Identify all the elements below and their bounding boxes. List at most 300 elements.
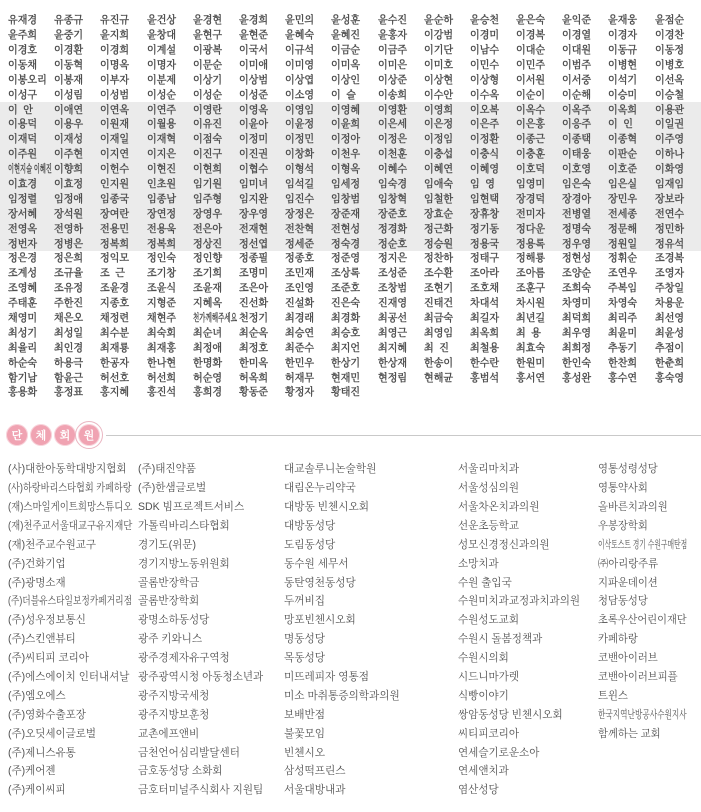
member-name: 이정미	[238, 133, 269, 146]
member-name: 임은실	[608, 177, 638, 190]
member-name: 이일권	[654, 118, 684, 131]
member-name: 최지언	[331, 341, 361, 354]
member-name: 이성범	[100, 88, 130, 101]
member-name: 최순옥	[238, 326, 269, 339]
member-name: 이연주	[146, 103, 176, 116]
member-name: 이선옥	[654, 73, 684, 86]
member-name: 진재영	[377, 297, 407, 310]
member-name: 정원일	[608, 237, 638, 250]
member-name: 정숙경	[331, 237, 361, 250]
member-row	[0, 370, 701, 385]
org-list-item: 광명소하동성당	[138, 614, 210, 627]
member-name: 한미옥	[238, 356, 269, 369]
member-name: 이정민	[285, 133, 315, 146]
member-name: 조계성	[8, 267, 38, 280]
member-name: 임석길	[285, 177, 315, 190]
member-name: 윤지희	[100, 29, 130, 42]
member-name: 홍용화	[8, 386, 38, 399]
member-name: 이승철	[654, 88, 684, 101]
member-name: 장정은	[285, 207, 315, 220]
member-name: 조양순	[562, 267, 592, 280]
member-name: 진설화	[285, 297, 315, 310]
member-name: 이순해	[562, 88, 592, 101]
org-list-item: 두꺼비집	[284, 595, 326, 608]
org-list-item: 청담동성당	[598, 595, 648, 608]
member-name: 윤홍자	[377, 29, 407, 42]
org-list-item: 미뜨레피자 영통점	[284, 670, 370, 683]
member-name: 현해균	[423, 371, 453, 384]
badge-char-circle: 원	[78, 424, 100, 446]
member-name: 최승호	[331, 326, 361, 339]
org-list-item: 광주지방보훈청	[138, 708, 210, 721]
member-row	[0, 43, 701, 58]
member-name: 정찬하	[423, 252, 453, 265]
member-name: 허순영	[192, 371, 222, 384]
member-name: 이정환	[469, 133, 499, 146]
org-list-item: SDK 빔프로젝트서비스	[138, 500, 245, 513]
member-name: 이남수	[469, 43, 499, 56]
member-name: 이옥수	[516, 103, 546, 116]
member-name: 이경열	[562, 29, 592, 42]
member-name: 장영우	[192, 207, 222, 220]
member-name: 이형석	[285, 163, 315, 176]
member-name: 전영하	[54, 222, 84, 235]
member-name: 한춘희	[654, 356, 684, 369]
member-name: 이상준	[377, 73, 407, 86]
member-name: 이문순	[192, 58, 222, 71]
member-name: 이명옥	[100, 58, 130, 71]
org-list-item: 영통약사회	[598, 482, 648, 495]
member-name: 윤익준	[562, 14, 592, 27]
member-name: 이천우	[331, 148, 361, 161]
member-name: 차영숙	[608, 297, 638, 310]
member-name: 이범주	[562, 58, 592, 71]
member-name: 이은세	[377, 118, 407, 131]
member-name: 이진구	[192, 148, 222, 161]
member-name: 이상기	[192, 73, 222, 86]
member-name: 조아름	[516, 267, 546, 280]
member-row	[0, 162, 701, 177]
member-name: 하용극	[54, 356, 84, 369]
member-name: 이원재	[100, 118, 130, 131]
member-name: 이서원	[516, 73, 546, 86]
member-name: 이정은	[377, 133, 407, 146]
member-name: 이협수	[238, 163, 269, 176]
member-name: 정은희	[54, 252, 84, 265]
org-list-item: (주)에스에이치 인터내셔날	[8, 670, 130, 683]
org-list-item: 소망치과	[458, 557, 499, 570]
org-list-item: 수원시의회	[458, 652, 509, 665]
member-name: 최효숙	[516, 341, 546, 354]
member-name: 하순숙	[8, 356, 38, 369]
member-name: 이광복	[192, 43, 222, 56]
member-name: 정복희	[146, 237, 176, 250]
member-name: 장서혜	[8, 207, 38, 220]
org-list-item: 망포빈첸시오회	[284, 614, 356, 627]
member-row	[0, 58, 701, 73]
member-name: 정기동	[469, 222, 499, 235]
org-list-item: (주)씨티피 코리아	[8, 652, 89, 665]
member-row	[0, 117, 701, 132]
member-row	[0, 266, 701, 281]
member-name: 이윤아	[238, 118, 269, 131]
member-name: 조희숙	[562, 282, 592, 295]
member-name: 진은숙	[331, 297, 361, 310]
member-name: 최승연	[285, 326, 315, 339]
member-name: 홍범석	[469, 371, 499, 384]
member-name: 채정련	[100, 312, 130, 324]
member-name: 천정기	[238, 312, 269, 324]
member-name: 임창혁	[377, 192, 407, 205]
member-row	[0, 102, 701, 117]
org-list-item: 광주경제자유구역청	[138, 652, 230, 665]
member-name: 최희정	[562, 341, 592, 354]
member-name: 최성기	[8, 326, 38, 339]
member-name: 지형준	[146, 297, 176, 310]
member-name: 임 영	[469, 177, 495, 190]
org-list-item: (주)광명소재	[8, 576, 66, 589]
org-list-item: 식빵이야기	[458, 689, 509, 702]
member-name: 임영미	[516, 177, 546, 190]
org-column	[598, 460, 693, 800]
member-name: 정순호	[377, 237, 407, 250]
member-name: 조민재	[285, 267, 315, 280]
member-name: 이윤희	[331, 118, 361, 131]
member-name: 윤건상	[146, 14, 176, 27]
member-name: 윤민의	[285, 14, 315, 27]
member-name: 최윤성	[654, 326, 684, 339]
member-name: 임미녀	[238, 177, 269, 190]
member-name: 이민주	[516, 58, 546, 71]
member-name: 이성순	[146, 88, 176, 101]
member-name: 홍서연	[516, 371, 546, 384]
member-name: 최윤미	[608, 326, 638, 339]
member-name: 한송이	[423, 356, 453, 369]
member-name: 허선희	[146, 371, 176, 384]
org-list-item: 시드니마가렛	[458, 670, 520, 683]
org-list-item: (주)스킨앤뷰티	[8, 633, 76, 646]
member-name: 이동혁	[54, 58, 84, 71]
badge-char-circle: 회	[54, 424, 76, 446]
member-name: 임종남	[146, 192, 176, 205]
org-column	[284, 460, 458, 800]
member-name: 이혜연	[423, 163, 453, 176]
org-list-item: 교촌에프앤비	[138, 727, 200, 740]
member-name: 이주영	[654, 133, 684, 146]
member-name: 최순녀	[192, 326, 222, 339]
member-name: 차시원	[516, 297, 546, 310]
member-name: 조영자	[654, 267, 684, 280]
org-list-item: 경기도(위문)	[138, 538, 196, 551]
member-name: 이종택	[562, 133, 592, 146]
member-name: 이유진	[192, 118, 222, 131]
member-name: 윤성훈	[331, 14, 361, 27]
member-name: 홍숙영	[654, 371, 684, 384]
member-name: 조현기	[423, 282, 453, 295]
member-name: 정현성	[562, 252, 592, 265]
member-name: 홍정표	[54, 386, 84, 399]
member-name: 장준호	[377, 207, 407, 220]
member-name: 윤창대	[146, 29, 176, 42]
member-name: 조윤경	[100, 282, 130, 295]
org-list-item: 명동성당	[284, 633, 326, 646]
org-list-item: 우봉장학회	[598, 519, 648, 532]
member-name: 전현성	[331, 222, 361, 235]
member-name: 이주원	[8, 148, 38, 161]
member-name: 조규율	[54, 267, 84, 280]
member-name: 정병은	[54, 237, 84, 250]
member-name: 이호영	[562, 163, 592, 176]
member-name: 이형옥	[331, 163, 361, 176]
member-name: 임현택	[469, 192, 499, 205]
member-name: 이경복	[516, 29, 546, 42]
member-name: 조인영	[285, 282, 315, 295]
member-name: 최옥희	[469, 326, 499, 339]
member-name: 윤중기	[54, 29, 84, 42]
member-name: 정종호	[285, 252, 315, 265]
member-name: 이옥희	[608, 103, 638, 116]
member-name: 이점숙	[192, 133, 222, 146]
member-name: 이규석	[285, 43, 315, 56]
member-name: 이충훈	[516, 148, 546, 161]
member-name: 전병열	[562, 207, 592, 220]
org-column	[8, 460, 138, 800]
member-name: 조기희	[192, 267, 222, 280]
member-name: 장휴창	[469, 207, 499, 220]
member-name: 장준재	[331, 207, 361, 220]
org-list-item: (사)대한아동학대방지협회	[8, 463, 127, 476]
member-name: 이경미	[469, 29, 499, 42]
member-name: 임은숙	[562, 177, 592, 190]
member-name: 정태구	[469, 252, 499, 265]
member-row	[0, 221, 701, 236]
member-name: 정준영	[331, 252, 361, 265]
org-list-item: 연세앤치과	[458, 765, 509, 778]
member-name: 이계설	[146, 43, 176, 56]
member-name: 이천훈	[377, 148, 407, 161]
member-name: 정종필	[238, 252, 269, 265]
member-name: 이미옥	[331, 58, 361, 71]
member-name: 윤주희	[8, 29, 38, 42]
member-name: 정인숙	[146, 252, 176, 265]
member-name: 조은아	[238, 282, 269, 295]
member-name: 이혜수	[377, 163, 407, 176]
member-name: 윤은숙	[516, 14, 546, 27]
member-name: 이주현	[54, 148, 84, 161]
member-name: 한공자	[100, 356, 130, 369]
member-name: 정용국	[469, 237, 499, 250]
member-name: 한명화	[192, 356, 222, 369]
member-name: 전재현	[238, 222, 269, 235]
member-name: 임숙경	[377, 177, 407, 190]
member-name: 임종국	[100, 192, 130, 205]
org-list-item: 수원미치과교정과치과의원	[458, 595, 581, 608]
member-name: 최수분	[100, 326, 130, 339]
member-name: 홍지혜	[100, 386, 130, 399]
member-name: 추동기	[608, 341, 638, 354]
member-name: 조유정	[54, 282, 84, 295]
member-name: 이현지슬 이혜진	[8, 163, 52, 176]
member-name: 채현주	[146, 312, 176, 324]
group-members-header	[0, 422, 701, 448]
member-name: 이은홍	[516, 118, 546, 131]
member-name: 이현진	[146, 163, 176, 176]
member-name: 이서중	[562, 73, 592, 86]
member-name: 윤승천	[469, 14, 499, 27]
member-name: 이동채	[8, 58, 38, 71]
member-name: 정세준	[285, 237, 315, 250]
org-list-item: 대교솔루니논술학원	[284, 463, 377, 476]
org-column	[138, 460, 284, 800]
member-name: 정유석	[654, 237, 684, 250]
org-list-item: (사)하랑바리스타협회 카페하랑	[8, 482, 132, 495]
org-list-item: 수원시 돌봄정책과	[458, 633, 543, 646]
org-list-item: (주)태진약품	[138, 463, 196, 476]
member-name: 최준수	[285, 341, 315, 354]
member-name: 허옥희	[238, 371, 269, 384]
member-name: 이분제	[146, 73, 176, 86]
member-name: 한민우	[285, 356, 315, 369]
member-name: 조명미	[238, 267, 269, 280]
member-name: 이효경	[8, 177, 38, 190]
member-name: 이향희	[54, 163, 84, 176]
member-name: 이순이	[516, 88, 546, 101]
org-list-item: 서울리마치과	[458, 463, 520, 476]
member-name: 이애연	[54, 103, 84, 116]
member-name: 이수안	[423, 88, 453, 101]
org-list-item: 도림동성당	[284, 538, 336, 551]
member-name: 차용운	[654, 297, 684, 310]
member-name: 최 용	[516, 326, 542, 339]
member-name: 임주형	[192, 192, 222, 205]
org-column	[458, 460, 598, 800]
org-list-item: 올바른치과의원	[598, 500, 668, 513]
member-name: 차대석	[469, 297, 499, 310]
member-name: 이상현	[423, 73, 453, 86]
member-name: 장석원	[54, 207, 84, 220]
member-name: 최공선	[377, 312, 407, 324]
member-name: 이금순	[331, 43, 361, 56]
member-name: 최경화	[331, 312, 361, 324]
member-name: 홍진석	[146, 386, 176, 399]
member-name: 이은정	[423, 118, 453, 131]
org-list-item: 광주 키와니스	[138, 633, 203, 646]
member-name: 정근화	[423, 222, 453, 235]
member-name: 최우영	[562, 326, 592, 339]
member-name: 정민하	[654, 222, 684, 235]
member-name: 황태진	[331, 386, 361, 399]
member-name: 이성순	[192, 88, 222, 101]
member-name: 최재홍	[146, 341, 176, 354]
member-name: 이재일	[100, 133, 130, 146]
member-name: 홍희경	[192, 386, 222, 399]
member-name: 황정자	[285, 386, 315, 399]
member-name: 홍수연	[608, 371, 638, 384]
member-name: 정휘순	[608, 252, 638, 265]
member-row	[0, 236, 701, 251]
member-name: 이미호	[423, 58, 453, 71]
member-name: 이영란	[192, 103, 222, 116]
member-name: 최인경	[54, 341, 84, 354]
org-list-item: 카페하랑	[598, 633, 638, 646]
member-name: 정익모	[100, 252, 130, 265]
member-name: 이지은	[146, 148, 176, 161]
member-name: 이정임	[423, 133, 453, 146]
member-name: 이경환	[54, 43, 84, 56]
member-row	[0, 281, 701, 296]
member-name: 전세종	[608, 207, 638, 220]
org-list-item: 지파운데이션	[598, 576, 658, 589]
member-name: 이정아	[331, 133, 361, 146]
member-name: 조윤재	[192, 282, 222, 295]
member-name: 이동정	[654, 43, 684, 56]
org-list-item: (주)오딧세이글로벌	[8, 727, 97, 740]
member-name: 추점이	[654, 341, 684, 354]
org-list-item: (재)천주교서울대교구유지재단	[8, 519, 133, 532]
org-list-item: 대림온누리약국	[284, 482, 356, 495]
member-name: 이오복	[469, 103, 499, 116]
org-list-item: (주)더블유스타일보정카페거리점	[8, 595, 133, 608]
member-name: 이송희	[377, 88, 407, 101]
member-name: 진선화	[238, 297, 269, 310]
member-name: 정복희	[100, 237, 130, 250]
member-name: 전용민	[100, 222, 130, 235]
org-list-item: (주)한샘글로벌	[138, 482, 207, 495]
org-list-item: 금천언어심리발달센터	[138, 746, 240, 759]
member-name: 최성일	[54, 326, 84, 339]
member-name: 이효정	[54, 177, 84, 190]
group-members-section	[0, 448, 701, 800]
member-row	[0, 192, 701, 207]
member-name: 이호준	[608, 163, 638, 176]
org-list-item: 대방동 빈첸시오회	[284, 500, 370, 513]
member-name: 임세정	[331, 177, 361, 190]
member-name: 이재성	[54, 133, 84, 146]
member-name: 전연수	[654, 207, 684, 220]
member-name: 이성구	[8, 88, 38, 101]
member-name: 이미영	[285, 58, 315, 71]
member-name: 주한진	[54, 297, 84, 310]
member-name: 이영임	[285, 103, 315, 116]
org-list-item: 동탄영천동성당	[284, 576, 356, 589]
member-name: 최덕희	[562, 312, 592, 324]
member-name: 최숙회	[146, 326, 176, 339]
org-list-item: 성모신경정신과의원	[458, 538, 550, 551]
org-list-item: 금호동성당 소화회	[138, 765, 223, 778]
member-name: 임애숙	[423, 177, 453, 190]
member-row	[0, 28, 701, 43]
member-row	[0, 311, 701, 326]
member-name: 전미자	[516, 207, 546, 220]
member-name: 이수옥	[469, 88, 499, 101]
member-name: 이 안	[8, 103, 33, 116]
org-list-item: (주)엠오에스	[8, 689, 66, 702]
member-name: 이지연	[100, 148, 130, 161]
member-row	[0, 177, 701, 192]
member-name: 이월용	[146, 118, 176, 131]
member-name: 이판순	[608, 148, 638, 161]
member-name: 천가께해주세요	[192, 312, 237, 324]
member-name: 인지원	[100, 177, 130, 190]
member-name: 이영혜	[331, 103, 361, 116]
member-name: 한원미	[516, 356, 546, 369]
member-name: 임정렬	[8, 192, 38, 205]
member-name: 현재민	[331, 371, 361, 384]
individual-members-grid	[0, 0, 701, 400]
member-name: 이윤정	[285, 118, 315, 131]
member-name: 조훈구	[516, 282, 546, 295]
org-list-item: 영통성령성당	[598, 463, 658, 476]
